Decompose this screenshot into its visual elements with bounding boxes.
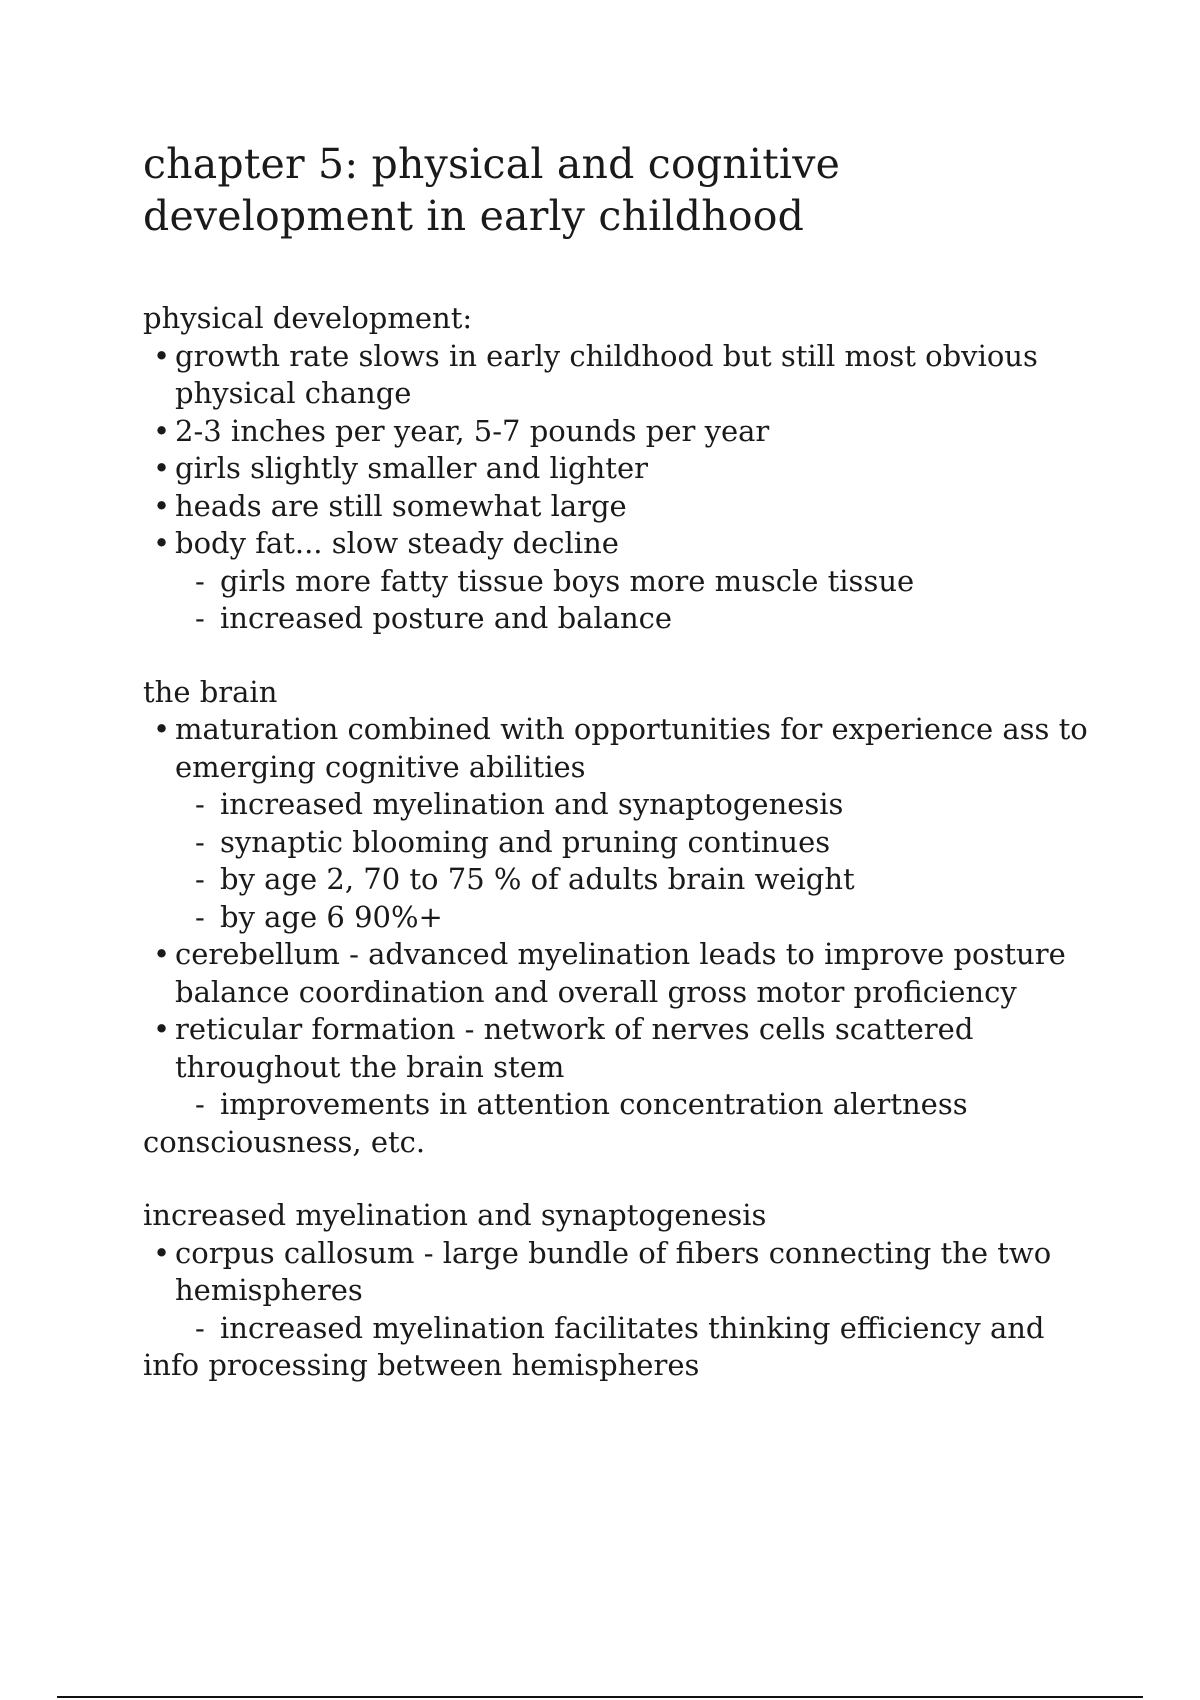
sub-item: - increased posture and balance xyxy=(143,600,1103,638)
section-heading: the brain xyxy=(143,674,278,709)
sub-item: - increased myelination and synaptogenesis xyxy=(143,786,1103,824)
document-page xyxy=(143,138,1103,1421)
section-myelination xyxy=(143,1197,1103,1385)
bullet-item: • girls slightly smaller and lighter xyxy=(143,450,1103,488)
page-title: chapter 5: physical and cognitive development in early childhood xyxy=(143,140,841,240)
bullet-item: • 2-3 inches per year, 5-7 pounds per year xyxy=(143,413,1103,451)
sub-item: - by age 2, 70 to 75 % of adults brain weight xyxy=(143,861,1103,899)
sub-item: - girls more fatty tissue boys more muscle tissue xyxy=(143,563,1103,601)
sub-item: - synaptic blooming and pruning continues xyxy=(143,824,1103,862)
section-physical-development xyxy=(143,300,1103,638)
bullet-item: • corpus callosum - large bundle of fibers connecting the two hemispheres xyxy=(143,1235,1103,1310)
sub-item: - by age 6 90%+ xyxy=(143,899,1103,937)
bullet-item: • heads are still somewhat large xyxy=(143,488,1103,526)
sub-item: - improvements in attention concentration alertness consciousness, etc. xyxy=(143,1086,1103,1161)
section-the-brain xyxy=(143,674,1103,1162)
bullet-item: • body fat... slow steady decline xyxy=(143,525,1103,563)
section-heading: increased myelination and synaptogenesis xyxy=(143,1198,767,1232)
bullet-item: • maturation combined with opportunities for experience ass to emerging cognitive abilities xyxy=(143,711,1103,786)
page-divider xyxy=(57,1696,1143,1698)
sub-item: - increased myelination facilitates thinking efficiency and info processing between hemispheres xyxy=(143,1310,1103,1385)
section-heading: physical development: xyxy=(143,301,473,335)
bullet-item: • growth rate slows in early childhood but still most obvious physical change xyxy=(143,338,1103,413)
bullet-item: • cerebellum - advanced myelination leads to improve posture balance coordination and overall gross motor proficiency xyxy=(143,936,1103,1011)
bullet-item: • reticular formation - network of nerves cells scattered throughout the brain stem xyxy=(143,1011,1103,1086)
